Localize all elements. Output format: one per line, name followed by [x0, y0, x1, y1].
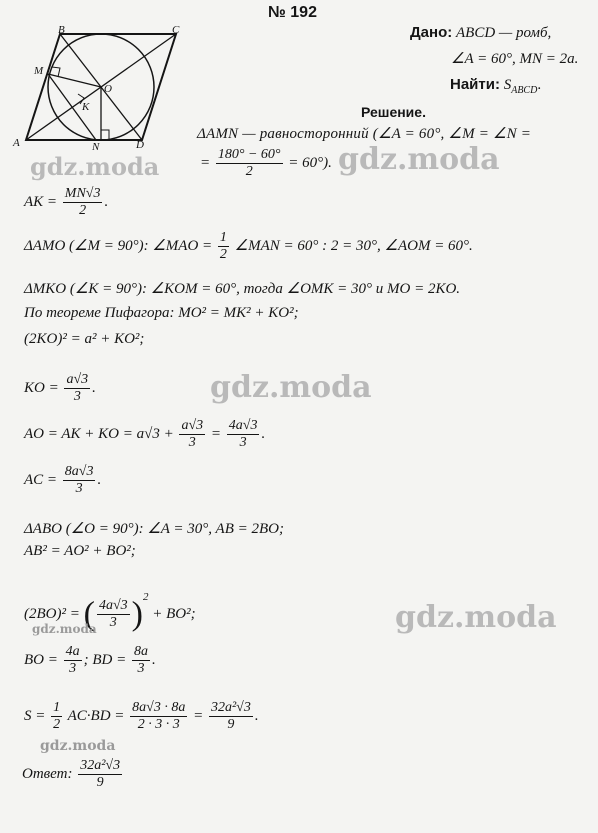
- ac-end: .: [97, 471, 102, 488]
- label-n: N: [92, 141, 100, 152]
- ko-end: .: [92, 379, 96, 396]
- frac-den: 3: [75, 481, 83, 496]
- sol-line-1: ΔAMN — равносторонний (∠A = 60°, ∠M = ∠N =: [197, 126, 532, 142]
- label-d: D: [136, 139, 144, 151]
- ak-end: .: [104, 193, 109, 210]
- frac-den: 2: [53, 717, 61, 732]
- watermark: gdz.moda: [338, 142, 500, 177]
- frac-den: 2: [245, 164, 253, 179]
- sol-line-ab2: AB² = AO² + BO²;: [24, 543, 136, 559]
- find-sub: ABCD: [511, 85, 538, 96]
- watermark: gdz.moda: [210, 370, 372, 405]
- bo-lhs: BO =: [24, 651, 58, 668]
- bd-lhs: ; BD =: [83, 651, 127, 668]
- frac-num: a√3: [66, 372, 89, 387]
- fraction-bd: [132, 644, 150, 677]
- rhombus-figure: [10, 22, 190, 152]
- frac-den: 3: [109, 615, 117, 631]
- bo2-a: (2BO)² =: [24, 606, 80, 622]
- frac-num: MN√3: [64, 186, 101, 201]
- label-k: K: [82, 101, 90, 113]
- frac-den: 2: [79, 203, 87, 218]
- frac-den: 9: [96, 775, 104, 790]
- frac-num: 4a√3: [98, 598, 128, 614]
- bo2-b: + BO²;: [152, 606, 196, 622]
- label-a: A: [13, 137, 20, 149]
- fraction-ac: [63, 464, 96, 497]
- ak-lhs: AK =: [24, 193, 58, 210]
- fraction-s-product: [130, 700, 187, 733]
- watermark-small: gdz.moda: [40, 738, 116, 754]
- answer-line: [22, 758, 124, 791]
- ao-b: =: [210, 425, 222, 442]
- sol-line-abo: ΔABO (∠O = 90°): ∠A = 30°, AB = 2BO;: [24, 521, 284, 537]
- label-m: M: [34, 65, 44, 77]
- frac-num: a√3: [181, 418, 204, 433]
- ao-end: .: [261, 425, 266, 442]
- fraction-bo: [64, 644, 82, 677]
- paren-open: (: [83, 595, 95, 633]
- frac-den: 3: [137, 661, 145, 676]
- frac-den: 9: [227, 717, 235, 732]
- frac-num: 1: [219, 230, 227, 245]
- given-text-1: ABCD — ромб,: [452, 25, 552, 41]
- sol-line-amo: [24, 230, 473, 263]
- sol-line-2: [200, 147, 332, 180]
- fraction-s-result: [209, 700, 253, 733]
- fraction-angle: [216, 147, 283, 180]
- frac-den: 2: [219, 247, 227, 262]
- ao-a: AO = AK + KO = a√3 +: [24, 425, 174, 442]
- label-o: O: [104, 83, 112, 95]
- fraction-ao-2: [227, 418, 260, 451]
- fraction-bo2: [97, 598, 130, 631]
- fraction-s-half: [51, 700, 62, 733]
- sol-line-bo-bd: [24, 644, 156, 677]
- ac-lhs: AC =: [24, 471, 58, 488]
- frac-num: 32a²√3: [210, 700, 251, 715]
- right-angle-n: [101, 130, 109, 140]
- fraction-ko: [64, 372, 90, 405]
- sol-line-2-b: = 60°).: [288, 154, 332, 171]
- given-line-2: ∠A = 60°, MN = 2a.: [451, 51, 579, 67]
- ko-lhs: KO =: [24, 379, 59, 396]
- watermark-small: gdz.moda: [32, 622, 97, 636]
- find-value: S: [499, 77, 512, 93]
- frac-den: 3: [73, 389, 81, 404]
- s-eq: =: [193, 707, 204, 724]
- watermark: gdz.moda: [395, 600, 557, 635]
- amo-b: ∠MAN = 60° : 2 = 30°, ∠AOM = 60°.: [234, 237, 473, 254]
- frac-den: 2 · 3 · 3: [137, 717, 180, 732]
- given-label: Дано:: [410, 24, 453, 41]
- problem-number: № 192: [268, 4, 317, 21]
- sol-line-2ko: (2KO)² = a² + KO²;: [24, 331, 145, 347]
- frac-den: 3: [188, 435, 196, 450]
- frac-num: 8a√3: [64, 464, 94, 479]
- paren-close: ): [131, 595, 143, 633]
- frac-num: 180° − 60°: [217, 147, 281, 162]
- sol-line-mko: ΔMKO (∠K = 90°): ∠KOM = 60°, тогда ∠OMK = 30° и MO = 2KO.: [24, 281, 461, 297]
- sol-line-2-a: =: [200, 154, 211, 171]
- given-line-1: [410, 24, 551, 42]
- s-mid: AC·BD =: [67, 707, 125, 724]
- frac-num: 8a√3 · 8a: [132, 700, 186, 715]
- s-end: .: [254, 707, 259, 724]
- frac-num: 4a√3: [228, 418, 258, 433]
- frac-num: 1: [53, 700, 61, 715]
- label-b: B: [58, 24, 65, 36]
- find-line: [450, 76, 541, 100]
- frac-num: 8a: [134, 644, 148, 659]
- sol-line-area: [24, 700, 259, 733]
- frac-den: 3: [239, 435, 247, 450]
- fraction-ao-1: [179, 418, 205, 451]
- answer-label: Ответ:: [22, 765, 73, 782]
- amo-a: ΔAMO (∠M = 90°): ∠MAO =: [24, 237, 213, 254]
- sol-line-ko: [24, 372, 96, 405]
- watermark: gdz.moda: [30, 152, 160, 181]
- label-c: C: [172, 24, 180, 36]
- find-end: .: [537, 77, 542, 93]
- sol-line-ac: [24, 464, 101, 497]
- find-label: Найти:: [450, 76, 500, 93]
- exponent: 2: [142, 591, 149, 603]
- sol-line-ao: [24, 418, 265, 451]
- s-lhs: S =: [24, 707, 46, 724]
- frac-num: 4a: [65, 644, 80, 659]
- sol-line-ak: [24, 186, 108, 219]
- sol-line-pythagoras: По теореме Пифагора: MO² = MK² + KO²;: [24, 305, 299, 321]
- frac-den: 3: [69, 661, 77, 676]
- bd-end: .: [152, 651, 156, 668]
- fraction-answer: [78, 758, 122, 791]
- solution-heading: Решение.: [361, 104, 426, 120]
- fraction-half: [218, 230, 229, 263]
- fraction-ak: [63, 186, 103, 219]
- frac-num: 32a²√3: [80, 758, 121, 773]
